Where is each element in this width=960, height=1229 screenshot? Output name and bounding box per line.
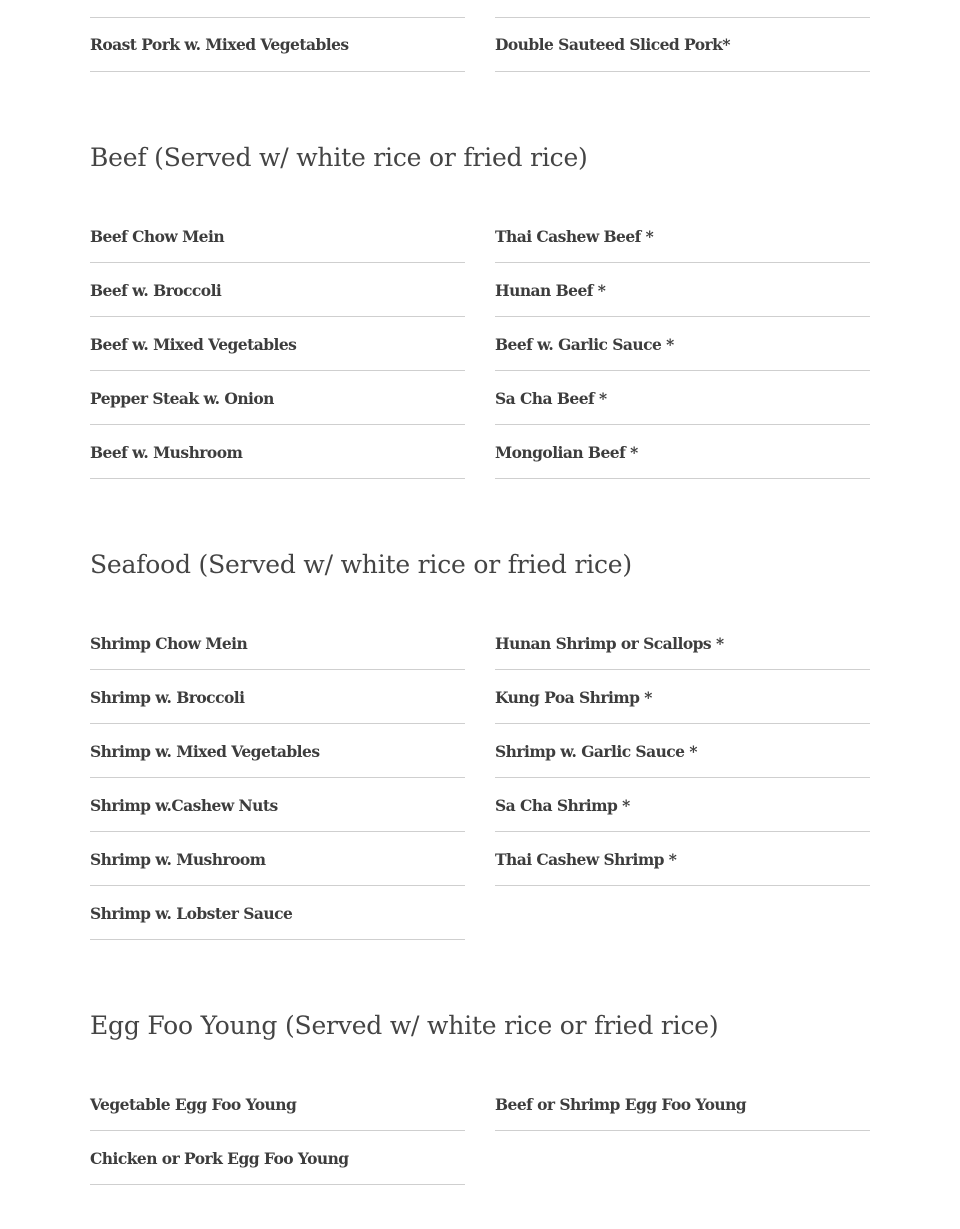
- menu-item-label: Beef w. Broccoli: [90, 281, 222, 300]
- menu-item: [495, 616, 870, 670]
- menu-item: [90, 263, 465, 317]
- menu-item-label: Kung Poa Shrimp *: [495, 688, 652, 707]
- menu-item: [495, 317, 870, 371]
- menu-item: [495, 371, 870, 425]
- menu-item: [495, 18, 870, 72]
- seafood-section: [90, 550, 870, 580]
- menu-item: [90, 371, 465, 425]
- menu-item-label: Thai Cashew Shrimp *: [495, 850, 677, 869]
- menu-item-label: Beef or Shrimp Egg Foo Young: [495, 1095, 747, 1114]
- menu-item-label: Shrimp w. Mushroom: [90, 850, 266, 869]
- menu-item: [90, 209, 465, 263]
- menu-item: [90, 1077, 465, 1131]
- section-title: Beef (Served w/ white rice or fried rice): [90, 143, 588, 172]
- menu-item: [495, 209, 870, 263]
- menu-item-label: Sa Cha Shrimp *: [495, 796, 630, 815]
- menu-item: [90, 425, 465, 479]
- menu-item: [495, 832, 870, 886]
- menu-item: [90, 832, 465, 886]
- menu-item: [90, 616, 465, 670]
- menu-item-label: Hunan Shrimp or Scallops *: [495, 634, 724, 653]
- menu-item: [90, 724, 465, 778]
- menu-item: [495, 1077, 870, 1131]
- egg-foo-young-section: [90, 1011, 870, 1041]
- menu-item: [90, 778, 465, 832]
- menu-item-label: Sa Cha Beef *: [495, 389, 607, 408]
- menu-item: [90, 317, 465, 371]
- menu-item: [495, 425, 870, 479]
- menu-item-label: Beef w. Garlic Sauce *: [495, 335, 674, 354]
- menu-item: [495, 670, 870, 724]
- section-title: Seafood (Served w/ white rice or fried rice): [90, 550, 632, 579]
- menu-item: [90, 1131, 465, 1185]
- menu-item: [90, 18, 465, 72]
- menu-item: [495, 263, 870, 317]
- menu-item-label: Shrimp Chow Mein: [90, 634, 248, 653]
- menu-item-label: Vegetable Egg Foo Young: [90, 1095, 297, 1114]
- menu-item-label: Shrimp w. Mixed Vegetables: [90, 742, 320, 761]
- menu-item: [495, 778, 870, 832]
- menu-item-label: Chicken or Pork Egg Foo Young: [90, 1149, 349, 1168]
- menu-item-label: Shrimp w. Broccoli: [90, 688, 245, 707]
- section-title: Egg Foo Young (Served w/ white rice or fried rice): [90, 1011, 719, 1040]
- beef-section: [90, 143, 870, 173]
- menu-item-label: Beef w. Mushroom: [90, 443, 243, 462]
- menu-item-label: Hunan Beef *: [495, 281, 606, 300]
- menu-item-label: Beef w. Mixed Vegetables: [90, 335, 297, 354]
- menu-item-label: Mongolian Beef *: [495, 443, 638, 462]
- menu-item: [90, 886, 465, 940]
- menu-item-label: Shrimp w.Cashew Nuts: [90, 796, 278, 815]
- menu-item-label: Thai Cashew Beef *: [495, 227, 654, 246]
- menu-item-label: Shrimp w. Garlic Sauce *: [495, 742, 697, 761]
- menu-item-label: Beef Chow Mein: [90, 227, 225, 246]
- menu-item-label: Roast Pork w. Mixed Vegetables: [90, 35, 349, 54]
- menu-item: [90, 670, 465, 724]
- menu-item-label: Shrimp w. Lobster Sauce: [90, 904, 293, 923]
- menu-item-label: Double Sauteed Sliced Pork*: [495, 35, 730, 54]
- menu-item: [495, 724, 870, 778]
- menu-item-label: Pepper Steak w. Onion: [90, 389, 274, 408]
